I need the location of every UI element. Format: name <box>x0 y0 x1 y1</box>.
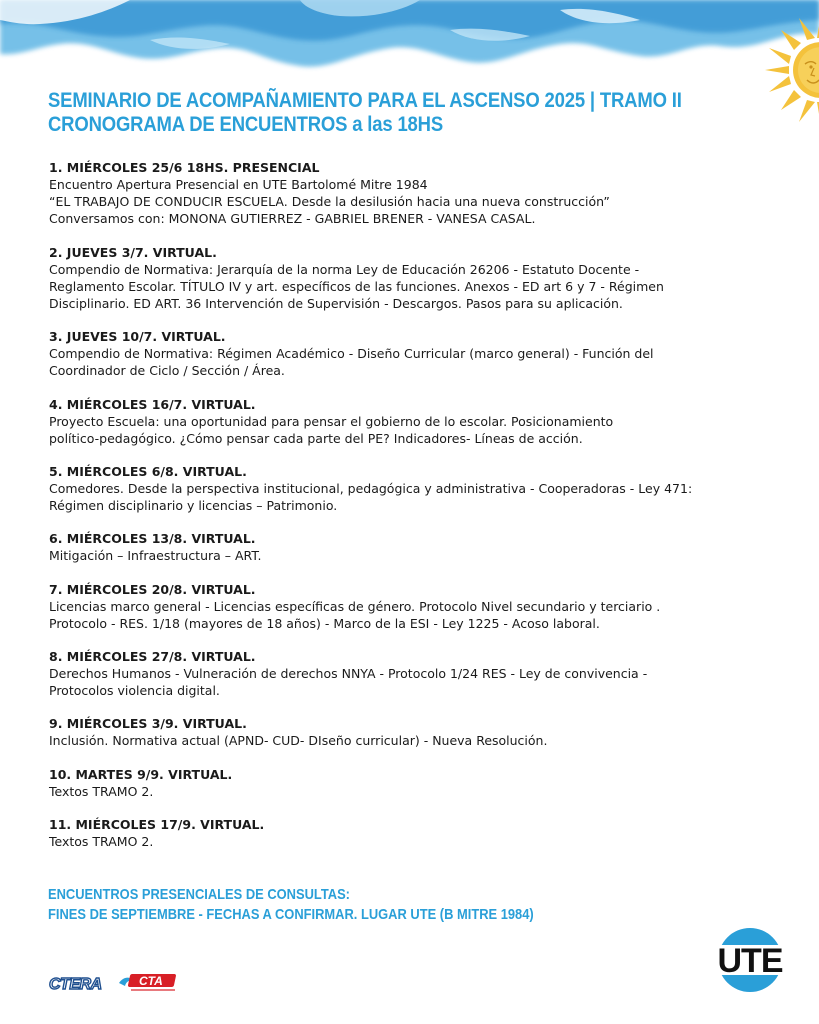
entry-heading: 11. MIÉRCOLES 17/9. VIRTUAL. <box>49 816 265 832</box>
entry-line: Licencias marco general - Licencias específicas de género. Protocolo Nivel secundario y terciario . <box>49 598 661 614</box>
entry-line: Inclusión. Normativa actual (APND- CUD- DIseño curricular) - Nueva Resolución. <box>49 733 548 749</box>
schedule-entry-7 <box>49 581 761 632</box>
entry-line: Compendio de Normativa: Régimen Académico - Diseño Curricular (marco general) - Función del <box>49 346 654 362</box>
title-line-1: SEMINARIO DE ACOMPAÑAMIENTO PARA EL ASCENSO 2025 | TRAMO II <box>48 88 682 112</box>
watercolor-sky-icon <box>0 0 819 80</box>
title-line-2: CRONOGRAMA DE ENCUENTROS a las 18HS <box>48 112 444 136</box>
entry-line: Encuentro Apertura Presencial en UTE Bartolomé Mitre 1984 <box>49 177 428 192</box>
entry-heading: 1. MIÉRCOLES 25/6 18HS. PRESENCIAL <box>49 160 320 175</box>
entry-line: Protocolos violencia digital. <box>49 683 220 699</box>
schedule-entry-3 <box>49 328 761 379</box>
ctera-logo <box>48 973 110 993</box>
entry-line: Textos TRAMO 2. <box>49 833 154 849</box>
consultas-detail: FINES DE SEPTIEMBRE - FECHAS A CONFIRMAR. LUGAR UTE (B MITRE 1984) <box>48 906 534 923</box>
entry-heading: 8. MIÉRCOLES 27/8. VIRTUAL. <box>49 649 256 665</box>
page-title <box>48 88 768 136</box>
schedule-entry-8 <box>49 648 761 699</box>
cta-logo-text: CTA <box>139 974 163 988</box>
entry-line: político-pedagógico. ¿Cómo pensar cada parte del PE? Indicadores- Líneas de acción. <box>49 430 583 446</box>
entry-heading: 10. MARTES 9/9. VIRTUAL. <box>49 766 233 782</box>
entry-heading: 3. JUEVES 10/7. VIRTUAL. <box>49 329 226 345</box>
entry-heading: 6. MIÉRCOLES 13/8. VIRTUAL. <box>49 531 256 547</box>
schedule-entry-11 <box>49 816 761 850</box>
entry-line: Reglamento Escolar. TÍTULO IV y art. específicos de las funciones. Anexos - ED art 6 y 7 - Régimen <box>49 278 664 294</box>
entry-heading: 7. MIÉRCOLES 20/8. VIRTUAL. <box>49 581 256 597</box>
watercolor-header-band <box>0 0 819 80</box>
ctera-logo-text: CTERA <box>49 976 102 993</box>
entry-heading: 2. JUEVES 3/7. VIRTUAL. <box>49 244 217 260</box>
ute-logo-text: UTE <box>717 942 783 980</box>
entry-line: Comedores. Desde la perspectiva institucional, pedagógica y administrativa - Cooperadoras - Ley 471: <box>49 481 693 497</box>
entry-line: Textos TRAMO 2. <box>49 783 154 799</box>
ute-logo <box>708 926 792 994</box>
entry-line: Compendio de Normativa: Jerarquía de la norma Ley de Educación 26206 - Estatuto Docente - <box>49 261 640 277</box>
cta-tagline-bar <box>131 989 175 991</box>
entry-heading: 5. MIÉRCOLES 6/8. VIRTUAL. <box>49 464 247 480</box>
schedule-entry-4 <box>49 396 761 447</box>
consultas-section <box>48 885 768 925</box>
entry-line: Coordinador de Ciclo / Sección / Área. <box>49 363 285 379</box>
entry-line: Disciplinario. ED ART. 36 Intervención de Supervisión - Descargos. Pasos para su aplicación. <box>49 296 623 312</box>
entry-line: Conversamos con: MONONA GUTIERREZ - GABRIEL BRENER - VANESA CASAL. <box>49 211 536 227</box>
entry-line: Protocolo - RES. 1/18 (mayores de 18 años) - Marco de la ESI - Ley 1225 - Acoso laboral. <box>49 615 600 631</box>
entry-line: Derechos Humanos - Vulneración de derechos NNYA - Protocolo 1/24 RES - Ley de convivencia - <box>49 666 648 682</box>
entry-heading: 4. MIÉRCOLES 16/7. VIRTUAL. <box>49 396 256 412</box>
schedule-entry-10 <box>49 766 761 800</box>
entry-line: Régimen disciplinario y licencias – Patrimonio. <box>49 498 338 514</box>
entry-line: “EL TRABAJO DE CONDUCIR ESCUELA. Desde la desilusión hacia una nueva construcción” <box>49 194 610 210</box>
consultas-title: ENCUENTROS PRESENCIALES DE CONSULTAS: <box>48 886 350 903</box>
entry-heading: 9. MIÉRCOLES 3/9. VIRTUAL. <box>49 716 247 732</box>
entry-line: Mitigación – Infraestructura – ART. <box>49 548 262 564</box>
schedule-entry-2 <box>49 244 761 313</box>
schedule-entry-9 <box>49 715 761 749</box>
schedule-entry-6 <box>49 530 761 564</box>
schedule-entry-5 <box>49 463 761 514</box>
schedule-list <box>49 159 761 866</box>
schedule-entry-1 <box>49 159 761 228</box>
cta-logo <box>117 971 181 993</box>
entry-line: Proyecto Escuela: una oportunidad para pensar el gobierno de lo escolar. Posicionamiento <box>49 413 614 429</box>
